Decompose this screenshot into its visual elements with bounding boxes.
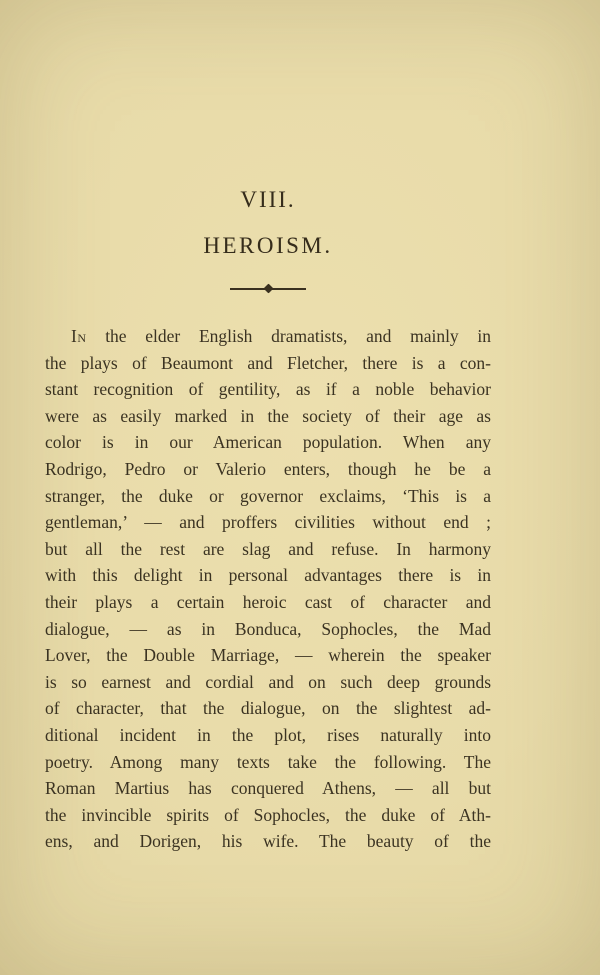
divider-rule-left <box>230 288 266 290</box>
text-line: Rodrigo, Pedro or Valerio enters, though he be a <box>45 458 491 479</box>
divider-rule-right <box>271 288 307 290</box>
lead-word: In <box>71 326 87 346</box>
text-line: dialogue, — as in Bonduca, Sophocles, the Mad <box>45 618 491 639</box>
text-line: poetry. Among many texts take the following. The <box>45 751 491 772</box>
text-line: with this delight in personal advantages there is in <box>45 565 491 586</box>
first-line-rest: the elder English dramatists, and mainly in <box>86 326 491 346</box>
text-line: color is in our American population. When any <box>45 432 491 453</box>
text-line: gentleman,’ — and proffers civilities without end ; <box>45 512 491 533</box>
text-line: stranger, the duke or governor exclaims, ‘This is a <box>45 485 491 506</box>
divider-diamond-icon <box>263 284 273 294</box>
paragraph-lines <box>45 350 491 855</box>
text-line: their plays a certain heroic cast of character and <box>45 591 491 612</box>
chapter-title: HEROISM. <box>203 233 333 258</box>
text-line: ens, and Dorigen, his wife. The beauty of the <box>45 831 491 852</box>
text-line: Roman Martius has conquered Athens, — all but <box>45 778 491 799</box>
text-line: the plays of Beaumont and Fletcher, there is a con- <box>45 352 491 373</box>
section-divider-ornament <box>230 284 306 293</box>
text-line: is so earnest and cordial and on such deep grounds <box>45 671 491 692</box>
chapter-number: VIII. <box>240 187 296 212</box>
text-line: ditional incident in the plot, rises naturally into <box>45 724 491 745</box>
text-line: were as easily marked in the society of their age as <box>45 405 491 426</box>
text-line: the invincible spirits of Sophocles, the duke of Ath- <box>45 804 491 825</box>
text-line: Lover, the Double Marriage, — wherein the speaker <box>45 645 491 666</box>
text-line: but all the rest are slag and refuse. In harmony <box>45 538 491 559</box>
paragraph <box>45 323 491 855</box>
text-line <box>45 323 491 350</box>
page-content <box>45 0 491 855</box>
text-line: of character, that the dialogue, on the slightest ad- <box>45 698 491 719</box>
text-line: stant recognition of gentility, as if a noble behavior <box>45 379 491 400</box>
